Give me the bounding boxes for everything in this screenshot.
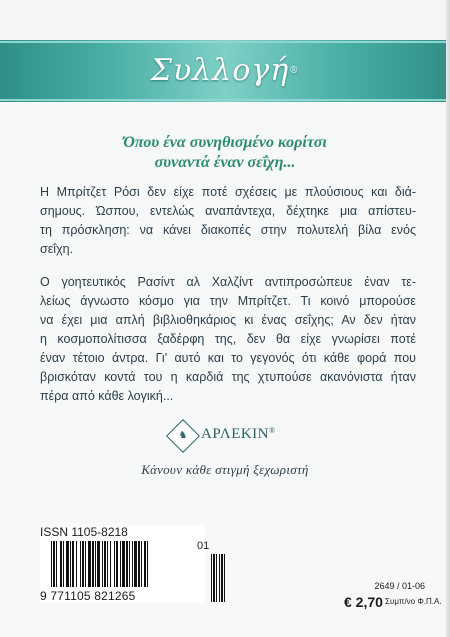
blurb-line: πέρα από κάθε λογική... [40,389,174,403]
price: € 2,70 [344,594,383,610]
blurb-line: σημους. Ώσπου, εντελώς αναπάντεχα, δέχτηκε μια απίστευ- [40,204,416,218]
tagline-line: Όπου ένα συνηθισμένο κορίτσι [123,134,327,151]
top-margin [0,0,450,40]
blurb-line: έναν τέτοιο άντρα. Γι' αυτό και το γεγονός ότι κάθε φορά που [40,351,416,365]
blurb-paragraph-1 [40,183,416,259]
tagline [0,133,450,173]
issue-code: 2649 / 01-06 [374,581,425,591]
blurb-line: σεΐχη. [40,242,74,256]
blurb-line: η κοσμοπολίτισσα ξαδέρφη της, δεν θα είχε γνωρίσει ποτέ [40,332,416,346]
barcode-digits: 9 771105 821265 [40,589,136,603]
blurb-line: Η Μπρίτζετ Ρόσι δεν είχε ποτέ σχέσεις με πλούσιους και διά- [40,185,416,199]
barcode-addon-icon [210,544,230,602]
vat-note: Συμπ/νο Φ.Π.Α. [385,597,442,606]
blurb-line: λείως άγνωστο κόσμο για την Μπρίτζετ. Τι κοινό μπορούσε [40,294,416,308]
publisher-block [0,402,450,492]
blurb-line: τη πρόσκληση: να κάνει διακοπές στην πολυτελή βίλα ενός [40,223,416,237]
blurb-paragraph-2 [40,273,416,406]
blurb-line: βρισκόταν κοντά του η καρδιά της χτυπούσε ακανόνιστα ήταν [40,370,416,384]
tagline-line: συναντά έναν σεΐχη... [154,154,296,171]
blurb-line: Ο γοητευτικός Ρασίντ αλ Χαλζίντ αντιπροσώπευε έναν τε- [40,275,416,289]
blurb-line: να έχει μια απλή βιβλιοθηκάριος κι ένας σεΐχης; Αν δεν ήταν [40,313,416,327]
barcode-icon [49,541,195,587]
publisher-logo-glyph: ♞ [178,430,188,441]
publisher-logo-icon [166,419,200,453]
publisher-slogan: Κάνουν κάθε στιγμή ξεχωριστή [141,462,309,477]
series-logo-text: Συλλογή [150,53,290,88]
publisher-name-text: ΑΡΛΕΚΙΝ [201,426,270,442]
publisher-name [201,426,276,443]
publisher-reg: ® [269,426,276,435]
banner-bottom-line [0,99,450,101]
barcode-addon-label: 01 [197,540,210,552]
series-logo-reg: ® [289,66,300,76]
issn-label: ISSN 1105-8218 [40,525,128,539]
banner-top-line [0,41,450,43]
series-logo [150,44,300,98]
